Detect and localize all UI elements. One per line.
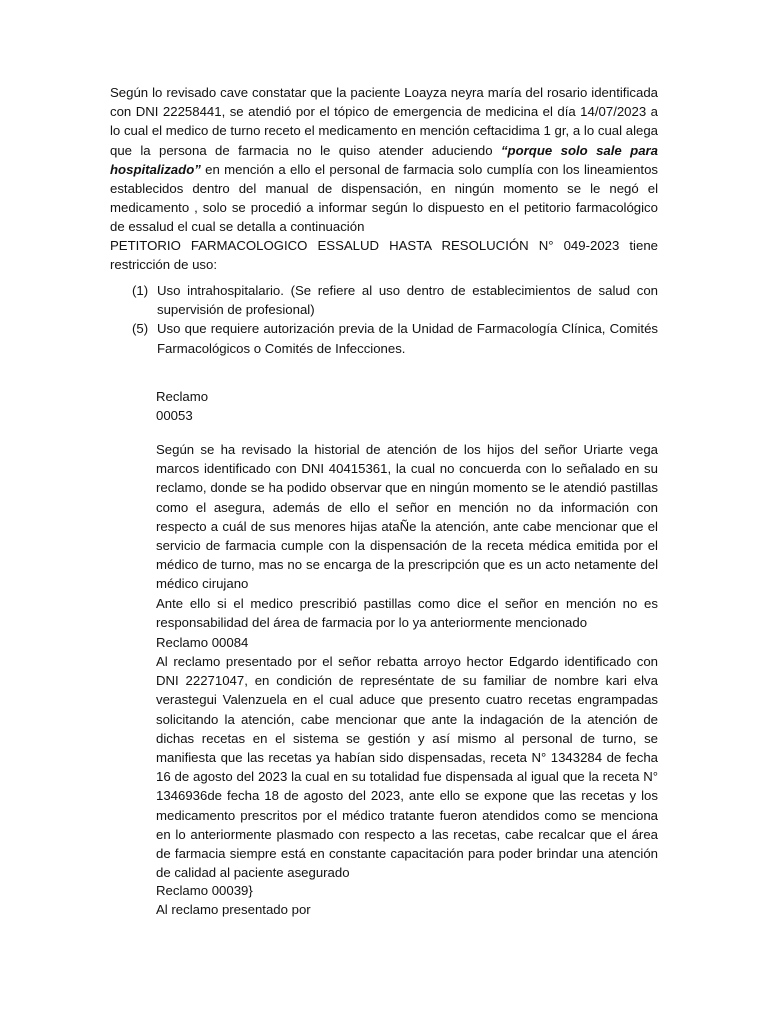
list-item-number: (5) <box>132 321 149 337</box>
restriction-list <box>110 281 658 358</box>
reclamo-84-paragraph: Al reclamo presentado por el señor rebatta arroyo hector Edgardo identificado con DNI 22271047, en condición de represéntate de su familiar de nombre kari elva verastegui Valenzuela en el cual aduce que presento cuatro recetas engrampadas solicitando la atención, cabe mencionar que ante la indagación de la atención de dichas recetas en el sistema se gestión y así mismo al personal de turno, se manifiesta que las recetas ya habían sido dispensadas, receta N° 1343284 de fecha 16 de agosto del 2023 la cual en su totalidad fue dispensada al igual que la receta N° 1346936de fecha 18 de agosto del 2023, ante ello se expone que las recetas y los medicamento prescritos por el médico tratante fueron atendidos como se menciona en lo anteriormente plasmado con respecto a las recetas, cabe recalcar que el área de farmacia siempre está en constante capacitación para poder brindar una atención de calidad al paciente asegurado <box>156 654 658 881</box>
list-item-text: Uso que requiere autorización previa de la Unidad de Farmacología Clínica, Comités Farmacológicos o Comités de Infecciones. <box>157 321 658 356</box>
list-item-text: Uso intrahospitalario. (Se refiere al uso dentro de establecimientos de salud con supervisión de profesional) <box>157 283 658 318</box>
intro-text-part1: Según lo revisado cave constatar que la paciente Loayza neyra maría del rosario identificada con DNI 22258441, se atendió por el tópico de emergencia de medicina el día 14/07/2023 a lo cual el medico de turno receto el medicamento en mención ceftacidima 1 gr, a lo cual alega que la persona de farmacia no le quiso atender aduciendo <box>110 85 658 158</box>
reclamo-53-number: 00053 <box>156 408 193 424</box>
reclamo-53-label: Reclamo <box>156 389 209 404</box>
reclamo-53-body <box>156 440 658 632</box>
list-item <box>110 319 658 357</box>
reclamo-53-paragraph-1: Según se ha revisado la historial de atención de los hijos del señor Uriarte vega marcos identificado con DNI 40415361, la cual no concuerda con lo señalado en su reclamo, donde se ha podido observar que en ningún momento se le atendió pastillas como el asegura, además de ello el señor en mención no da información con respecto a cuál de sus menores hijas ataÑe la atención, ante cabe mencionar que el servicio de farmacia cumple con la dispensación de la receta médica emitida por el médico de turno, mas no se encarga de la prescripción que es un acto netamente del médico cirujano <box>156 442 658 592</box>
reclamo-39-paragraph: Al reclamo presentado por <box>156 902 311 917</box>
intro-text-part2: en mención a ello el personal de farmacia solo cumplía con los lineamientos establecidos dentro del manual de dispensación, en ningún momento se le negó el medicamento , solo se procedió a informar según lo dispuesto en el petitorio farmacológico de essalud el cual se detalla a continuación <box>110 161 658 235</box>
petitorio-heading: PETITORIO FARMACOLOGICO ESSALUD HASTA RESOLUCIÓN N° 049-2023 tiene restricción de uso: <box>110 238 658 273</box>
reclamo-53-paragraph-2: Ante ello si el medico prescribió pastillas como dice el señor en mención no es responsabilidad del área de farmacia por lo ya anteriormente mencionado <box>156 595 658 630</box>
intro-emphasis-quote: “porque solo sale para hospitalizado” <box>110 142 658 177</box>
intro-paragraph <box>110 83 658 237</box>
list-item <box>110 281 658 319</box>
reclamo-39-heading: Reclamo 00039} <box>156 883 253 898</box>
list-item-number: (1) <box>132 283 149 298</box>
reclamo-53-heading <box>156 387 658 425</box>
reclamo-84-heading: Reclamo 00084 <box>156 635 249 650</box>
